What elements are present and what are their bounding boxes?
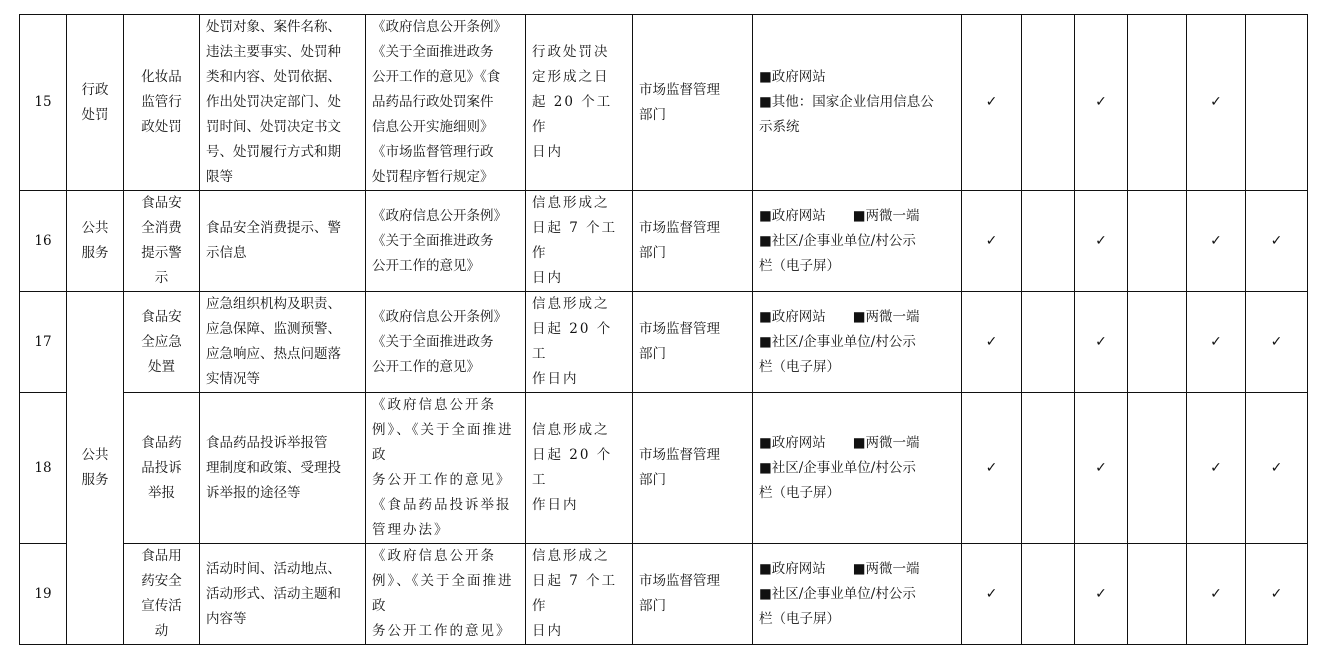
content-cell: 食品安全消费提示、警 示信息 xyxy=(200,191,366,292)
row-number: 16 xyxy=(20,191,67,292)
basis-cell: 《政府信息公开条 例》、《关于全面推进政 务公开工作的意见》 《食品药品投诉举报 管理办法》 xyxy=(366,393,526,544)
item-cell: 食品安 全消费 提示警 示 xyxy=(124,191,200,292)
content-cell: 活动时间、活动地点、 活动形式、活动主题和 内容等 xyxy=(200,544,366,645)
check-cell: ✓ xyxy=(1246,191,1308,292)
basis-cell: 《政府信息公开条例》 《关于全面推进政务 公开工作的意见》 xyxy=(366,292,526,393)
basis-cell: 《政府信息公开条例》 《关于全面推进政务 公开工作的意见》 xyxy=(366,191,526,292)
check-cell: ✓ xyxy=(1246,544,1308,645)
table-row xyxy=(20,544,1308,645)
check-cell: ✓ xyxy=(962,15,1022,191)
table-row xyxy=(20,191,1308,292)
department-cell: 市场监督管理 部门 xyxy=(633,393,753,544)
item-cell: 化妆品 监管行 政处罚 xyxy=(124,15,200,191)
table-row xyxy=(20,15,1308,191)
check-cell: ✓ xyxy=(962,292,1022,393)
item-cell: 食品药 品投诉 举报 xyxy=(124,393,200,544)
check-cell xyxy=(1246,15,1308,191)
category-cell: 公共 服务 xyxy=(67,292,124,645)
channels-cell: ■政府网站 ■两微一端 ■社区/企事业单位/村公示 栏（电子屏） xyxy=(753,393,962,544)
item-cell: 食品安 全应急 处置 xyxy=(124,292,200,393)
check-cell xyxy=(1022,292,1075,393)
department-cell: 市场监督管理 部门 xyxy=(633,292,753,393)
item-cell: 食品用 药安全 宣传活 动 xyxy=(124,544,200,645)
timing-cell: 行政处罚决 定形成之日 起 20 个工作 日内 xyxy=(526,15,633,191)
category-cell: 行政 处罚 xyxy=(67,15,124,191)
check-cell: ✓ xyxy=(1246,393,1308,544)
check-cell: ✓ xyxy=(1246,292,1308,393)
timing-cell: 信息形成之 日起 7 个工作 日内 xyxy=(526,544,633,645)
check-cell xyxy=(1022,393,1075,544)
content-cell: 应急组织机构及职责、 应急保障、监测预警、 应急响应、热点问题落 实情况等 xyxy=(200,292,366,393)
department-cell: 市场监督管理 部门 xyxy=(633,191,753,292)
timing-cell: 信息形成之 日起 7 个工作 日内 xyxy=(526,191,633,292)
timing-cell: 信息形成之 日起 20 个工 作日内 xyxy=(526,393,633,544)
check-cell xyxy=(1128,191,1187,292)
check-cell xyxy=(1022,15,1075,191)
check-cell: ✓ xyxy=(1187,544,1246,645)
row-number: 17 xyxy=(20,292,67,393)
check-cell: ✓ xyxy=(1187,15,1246,191)
check-cell: ✓ xyxy=(1075,292,1128,393)
check-cell: ✓ xyxy=(962,191,1022,292)
timing-cell: 信息形成之 日起 20 个工 作日内 xyxy=(526,292,633,393)
check-cell: ✓ xyxy=(1075,544,1128,645)
check-cell: ✓ xyxy=(1075,15,1128,191)
check-cell: ✓ xyxy=(1187,393,1246,544)
basis-cell: 《政府信息公开条例》 《关于全面推进政务 公开工作的意见》《食 品药品行政处罚案件 信息公开实施细则》 《市场监督管理行政 处罚程序暂行规定》 xyxy=(366,15,526,191)
check-cell xyxy=(1128,15,1187,191)
channels-cell: ■政府网站 ■两微一端 ■社区/企事业单位/村公示 栏（电子屏） xyxy=(753,544,962,645)
row-number: 19 xyxy=(20,544,67,645)
department-cell: 市场监督管理 部门 xyxy=(633,15,753,191)
channels-cell: ■政府网站 ■两微一端 ■社区/企事业单位/村公示 栏（电子屏） xyxy=(753,191,962,292)
row-number: 15 xyxy=(20,15,67,191)
row-number: 18 xyxy=(20,393,67,544)
department-cell: 市场监督管理 部门 xyxy=(633,544,753,645)
check-cell: ✓ xyxy=(1075,393,1128,544)
check-cell xyxy=(1128,544,1187,645)
channels-cell: ■政府网站 ■两微一端 ■社区/企事业单位/村公示 栏（电子屏） xyxy=(753,292,962,393)
check-cell: ✓ xyxy=(1187,292,1246,393)
check-cell xyxy=(1128,393,1187,544)
check-cell xyxy=(1022,544,1075,645)
channels-cell: ■政府网站 ■其他：国家企业信用信息公 示系统 xyxy=(753,15,962,191)
check-cell: ✓ xyxy=(1187,191,1246,292)
disclosure-table xyxy=(19,14,1308,645)
table-row xyxy=(20,292,1308,393)
check-cell xyxy=(1128,292,1187,393)
content-cell: 食品药品投诉举报管 理制度和政策、受理投 诉举报的途径等 xyxy=(200,393,366,544)
check-cell: ✓ xyxy=(962,393,1022,544)
check-cell: ✓ xyxy=(1075,191,1128,292)
check-cell: ✓ xyxy=(962,544,1022,645)
basis-cell: 《政府信息公开条 例》、《关于全面推进政 务公开工作的意见》 xyxy=(366,544,526,645)
check-cell xyxy=(1022,191,1075,292)
category-cell: 公共 服务 xyxy=(67,191,124,292)
table-row xyxy=(20,393,1308,544)
content-cell: 处罚对象、案件名称、 违法主要事实、处罚种 类和内容、处罚依据、 作出处罚决定部门、处 罚时间、处罚决定书文 号、处罚履行方式和期 限等 xyxy=(200,15,366,191)
